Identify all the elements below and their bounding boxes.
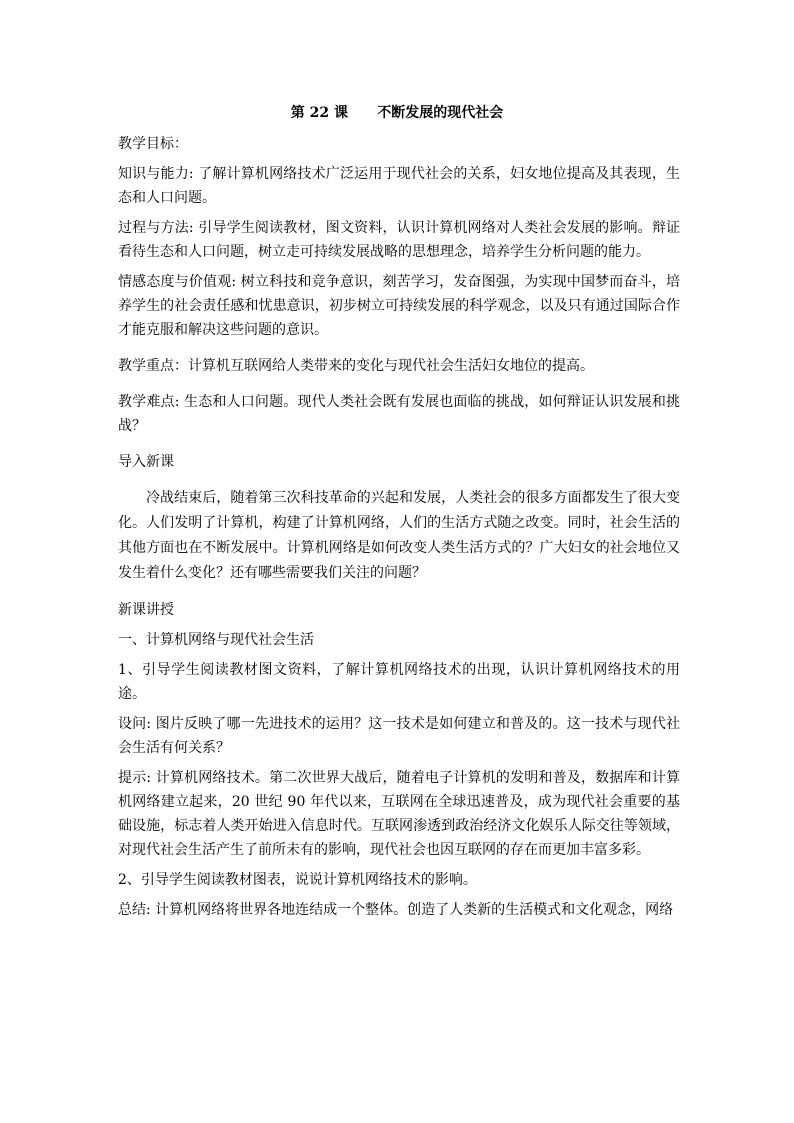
teaching-key-points: 教学重点：计算机互联网给人类带来的变化与现代社会生活妇女地位的提高。	[118, 358, 594, 374]
document-body	[118, 132, 680, 922]
subsection-heading-network: 一、计算机网络与现代社会生活	[118, 632, 314, 648]
lesson-title: 第 22 课 不断发展的现代社会	[290, 105, 504, 121]
objective-values: 情感态度与价值观: 树立科技和竞争意识，刻苦学习，发奋图强，为实现中国梦而奋斗，培养学生的社会责任感和忧患意识，初步树立可持续发展的科学观念，以及只有通过国际合作才能克服和解决这些问题的意识。	[118, 274, 680, 338]
objective-knowledge: 知识与能力: 了解计算机网络技术广泛运用于现代社会的关系，妇女地位提高及其表现，生态和人口问题。	[118, 166, 680, 206]
introduction-paragraph: 冷战结束后，随着第三次科技革命的兴起和发展，人类社会的很多方面都发生了很大变化。人们发明了计算机，构建了计算机网络，人们的生活方式随之改变。同时，社会生活的其他方面也在不断发展中。计算机网络是如何改变人类生活方式的？广大妇女的社会地位又发生着什么变化？还有哪些需要我们关注的问题？	[118, 490, 680, 581]
section-heading-objectives: 教学目标：	[118, 136, 188, 152]
step-2-instruction: 2、引导学生阅读教材图表，说说计算机网络技术的影响。	[118, 872, 477, 888]
section-heading-new-lesson: 新课讲授	[118, 602, 174, 618]
step-1-instruction: 1、引导学生阅读教材图文资料，了解计算机网络技术的出现，认识计算机网络技术的用途。	[118, 662, 680, 702]
teaching-difficulties: 教学难点: 生态和人口问题。现代人类社会既有发展也面临的挑战，如何辩证认识发展和挑战？	[118, 394, 680, 434]
section-heading-introduction: 导入新课	[118, 454, 174, 470]
question-paragraph: 设问: 图片反映了哪一先进技术的运用？这一技术是如何建立和普及的。这一技术与现代社会生活有何关系？	[118, 716, 680, 756]
summary-paragraph: 总结: 计算机网络将世界各地连结成一个整体。创造了人类新的生活模式和文化观念，网络	[118, 902, 674, 918]
hint-paragraph: 提示: 计算机网络技术。第二次世界大战后，随着电子计算机的发明和普及，数据库和计算机网络建立起来，20 世纪 90 年代以来，互联网在全球迅速普及，成为现代社会重要的基础设施，标志着人类开始进入信息时代。互联网渗透到政治经济文化娱乐人际交往等领域，对现代社会生活产生了前所未有的影响，现代社会也因互联网的存在而更加丰富多彩。	[118, 770, 680, 858]
objective-process: 过程与方法: 引导学生阅读教材，图文资料，认识计算机网络对人类社会发展的影响。辩证看待生态和人口问题，树立走可持续发展战略的思想理念，培养学生分析问题的能力。	[118, 220, 680, 260]
